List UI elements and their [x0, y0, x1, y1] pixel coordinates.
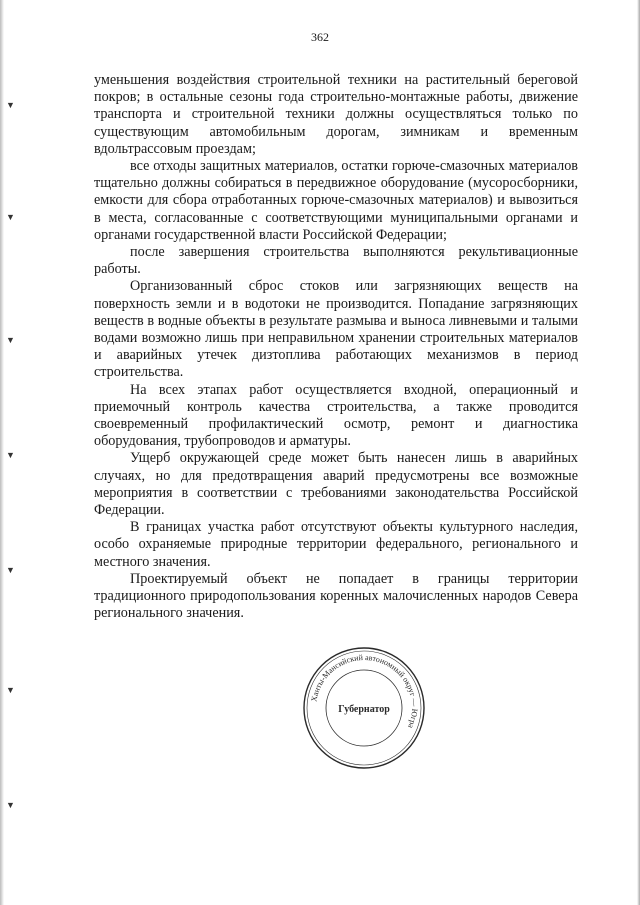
binding-mark: ▼ [6, 212, 15, 222]
binding-mark: ▼ [6, 800, 15, 810]
scan-edge-left [0, 0, 4, 905]
official-seal [301, 645, 427, 771]
paragraph-heritage: В границах участка работ отсутствуют объекты культурного наследия, особо охраняемые природные территории федерального, регионального и местного значения. [94, 519, 578, 570]
seal-ring-text: Ханты-Мансийский автономный округ — Югра [309, 652, 420, 730]
document-body [94, 72, 578, 623]
binding-mark: ▼ [6, 100, 15, 110]
paragraph-recultivation: после завершения строительства выполняются рекультивационные работы. [94, 244, 578, 278]
paragraph-quality-control: На всех этапах работ осуществляется входной, операционный и приемочный контроль качества строительства, а также проводится своевременный профилактический осмотр, ремонт и диагностика оборудования, трубопроводов и арматуры. [94, 381, 578, 450]
binding-mark: ▼ [6, 685, 15, 695]
paragraph-damage: Ущерб окружающей среде может быть нанесен лишь в аварийных случаях, но для предотвращения аварий предусмотрены все возможные мероприятия в соответствии с требованиями законодательства Российской Федерации. [94, 450, 578, 519]
seal-center-text: Губернатор [338, 704, 390, 715]
binding-mark: ▼ [6, 565, 15, 575]
paragraph-waste: все отходы защитных материалов, остатки горюче-смазочных материалов тщательно должны собираться в передвижное оборудование (мусоросборники, емкости для сбора отработанных горюче-смазочных материалов) и вывозиться в места, согласованные с соответствующими муниципальными органами и органами государственной власти Российской Федерации; [94, 158, 578, 243]
paragraph-traditional-land-use: Проектируемый объект не попадает в границы территории традиционного природопользования коренных малочисленных народов Севера регионального значения. [94, 570, 578, 622]
binding-mark: ▼ [6, 335, 15, 345]
page-number: 362 [311, 30, 329, 44]
paragraph-continuation: уменьшения воздействия строительной техники на растительный береговой покров; в остальные сезоны года строительно-монтажные работы, движение транспорта и строительной техники должны осуществляться только по существующим автомобильным дорогам, зимникам и временным вдольтрассовым проездам; [94, 72, 578, 157]
binding-mark: ▼ [6, 450, 15, 460]
paragraph-discharge: Организованный сброс стоков или загрязняющих веществ на поверхность земли и в водотоки не производится. Попадание загрязняющих веществ в водные объекты в результате размыва и выноса ливневыми и талыми водами возможно лишь при неправильном хранении строительных материалов и аварийных утечек дизтоплива работающих механизмов в период строительства. [94, 278, 578, 381]
